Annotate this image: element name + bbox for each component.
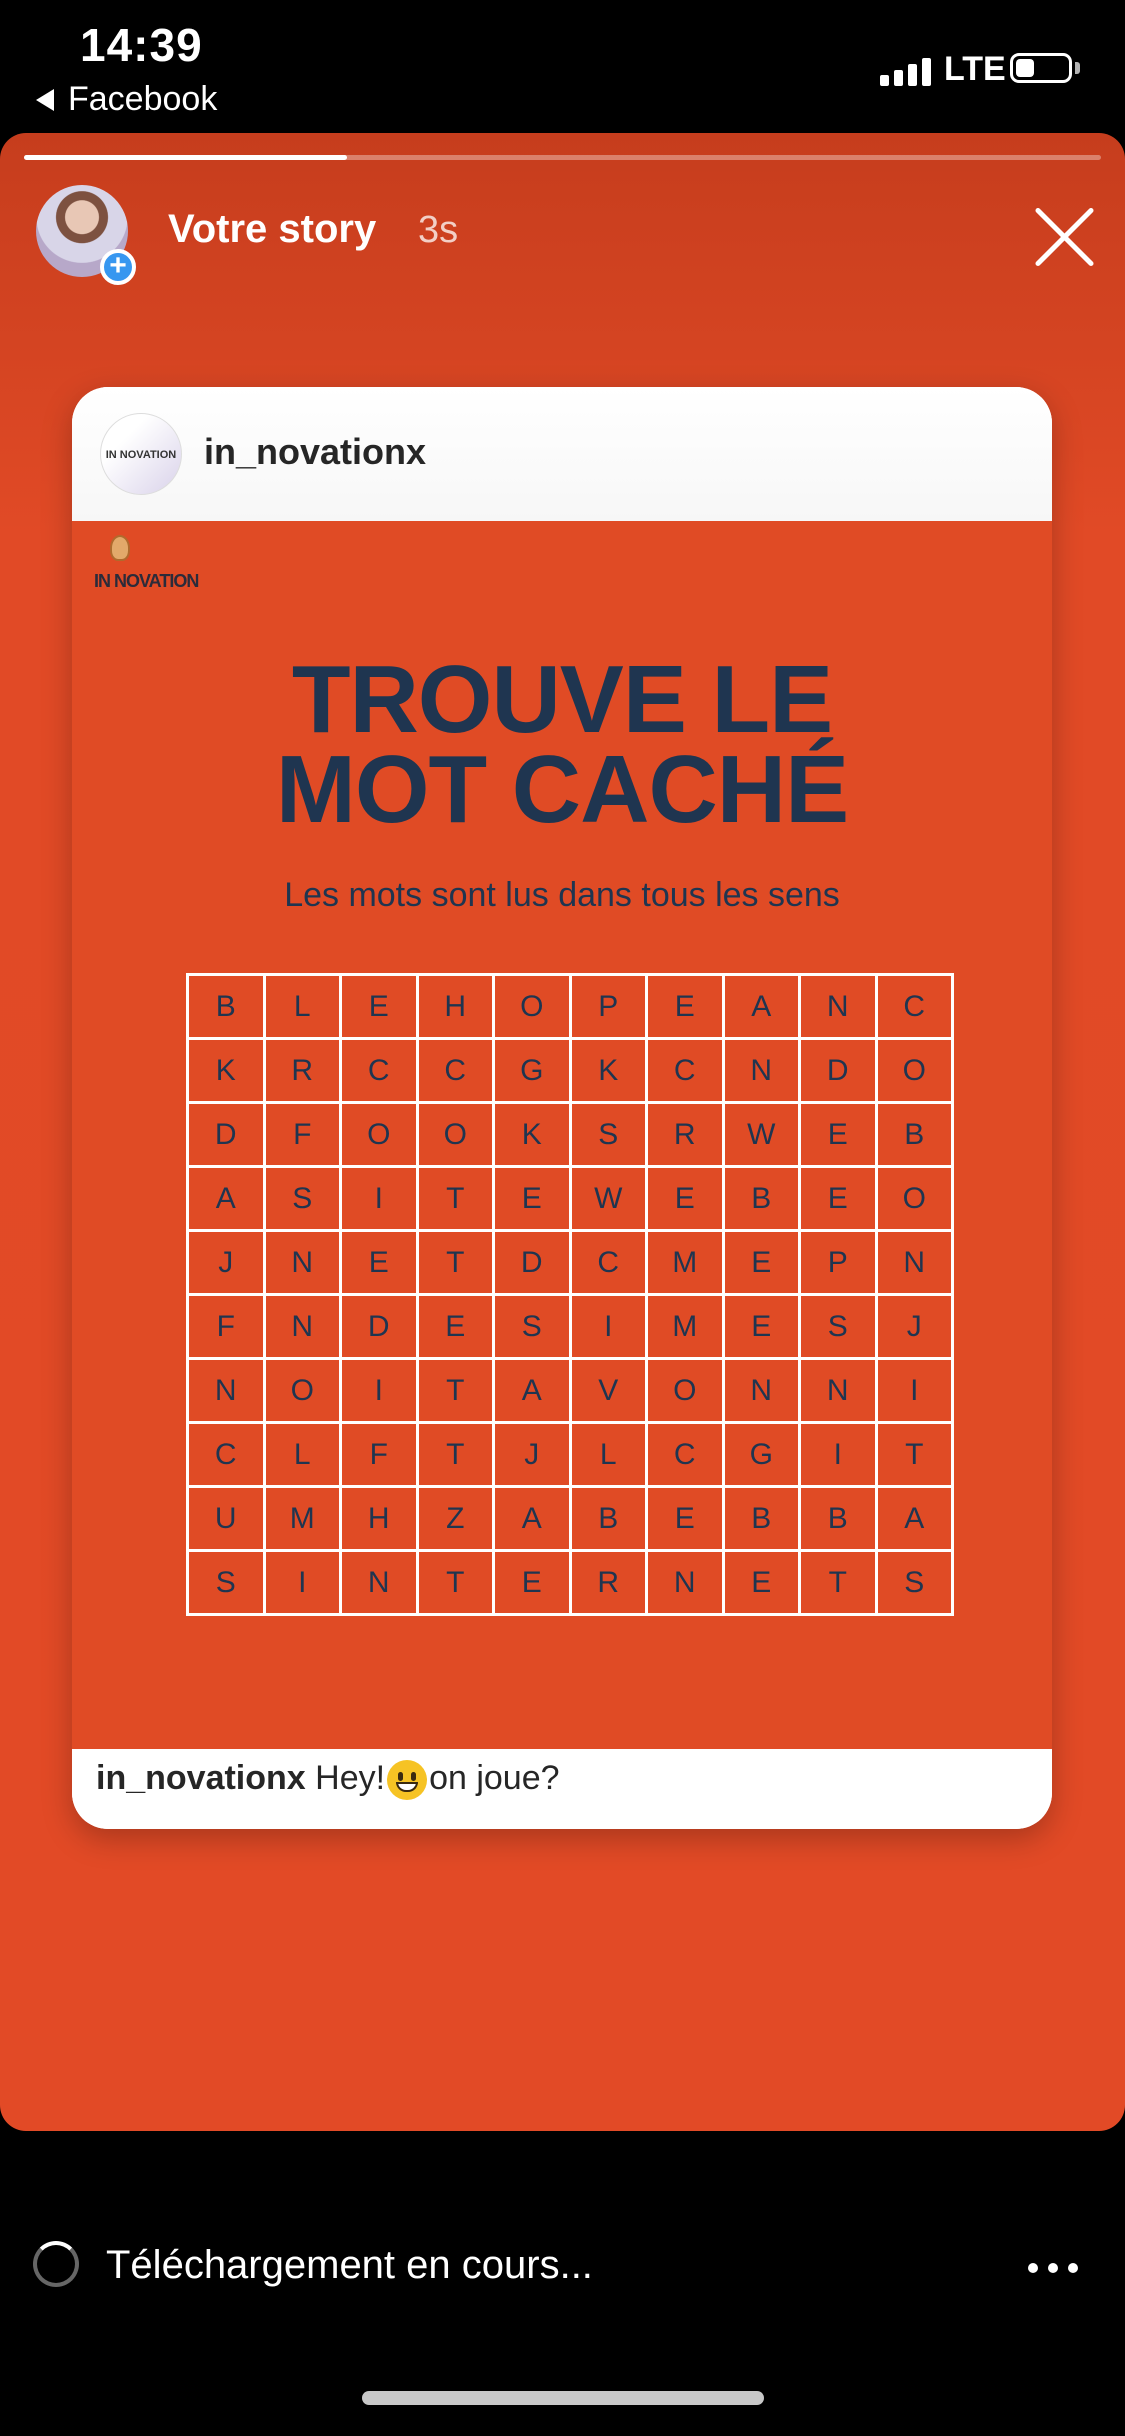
- loading-spinner-icon: [33, 2241, 79, 2287]
- grid-cell: D: [341, 1295, 418, 1359]
- grid-row: [188, 1231, 953, 1295]
- grid-cell: C: [188, 1423, 265, 1487]
- brand-logo: IN NOVATION: [94, 571, 199, 591]
- shared-post-card[interactable]: [72, 387, 1052, 1829]
- grid-cell: S: [570, 1103, 647, 1167]
- grid-cell: C: [876, 975, 953, 1039]
- grid-cell: O: [341, 1103, 418, 1167]
- grid-cell: J: [494, 1423, 571, 1487]
- grid-cell: J: [876, 1295, 953, 1359]
- story-progress-bar: [24, 155, 1101, 160]
- grid-cell: E: [494, 1167, 571, 1231]
- grid-row: [188, 1167, 953, 1231]
- grid-cell: O: [264, 1359, 341, 1423]
- grid-cell: T: [800, 1551, 877, 1615]
- word-search-grid: [186, 973, 954, 1616]
- grid-cell: C: [417, 1039, 494, 1103]
- grid-cell: O: [417, 1103, 494, 1167]
- grid-cell: I: [876, 1359, 953, 1423]
- grid-cell: G: [494, 1039, 571, 1103]
- grid-cell: A: [723, 975, 800, 1039]
- grid-row: [188, 1103, 953, 1167]
- grid-cell: E: [494, 1551, 571, 1615]
- post-title: [72, 646, 1052, 843]
- network-label: LTE: [944, 50, 1006, 88]
- grid-cell: E: [800, 1167, 877, 1231]
- grid-cell: I: [570, 1295, 647, 1359]
- grid-cell: M: [647, 1231, 724, 1295]
- grid-cell: K: [570, 1039, 647, 1103]
- grid-cell: G: [723, 1423, 800, 1487]
- grid-row: [188, 1487, 953, 1551]
- post-image: [72, 521, 1052, 1749]
- grid-cell: A: [876, 1487, 953, 1551]
- status-time: 14:39: [80, 19, 203, 71]
- grid-cell: F: [341, 1423, 418, 1487]
- add-story-plus-icon[interactable]: +: [100, 249, 136, 285]
- grid-cell: A: [494, 1359, 571, 1423]
- grid-cell: C: [570, 1231, 647, 1295]
- status-bar: [0, 0, 1125, 132]
- grid-cell: N: [647, 1551, 724, 1615]
- grid-cell: S: [800, 1295, 877, 1359]
- grid-row: [188, 1551, 953, 1615]
- grid-cell: C: [647, 1423, 724, 1487]
- grid-cell: E: [723, 1231, 800, 1295]
- grid-cell: I: [341, 1167, 418, 1231]
- story-elapsed-time: 3s: [418, 209, 459, 251]
- grid-cell: W: [723, 1103, 800, 1167]
- grid-cell: D: [494, 1231, 571, 1295]
- back-app-label: Facebook: [68, 80, 218, 118]
- grid-cell: N: [264, 1295, 341, 1359]
- home-indicator[interactable]: [362, 2391, 764, 2405]
- caption-text-before: Hey!: [315, 1759, 386, 1797]
- story-user-label[interactable]: Votre story: [168, 207, 377, 251]
- grid-cell: N: [723, 1039, 800, 1103]
- grid-cell: B: [723, 1167, 800, 1231]
- grid-cell: U: [188, 1487, 265, 1551]
- grid-cell: O: [647, 1359, 724, 1423]
- post-title-line2: MOT CACHÉ: [275, 736, 849, 843]
- grid-cell: E: [723, 1551, 800, 1615]
- grid-cell: B: [800, 1487, 877, 1551]
- grid-cell: B: [188, 975, 265, 1039]
- grid-cell: C: [341, 1039, 418, 1103]
- grid-cell: M: [264, 1487, 341, 1551]
- grid-cell: B: [723, 1487, 800, 1551]
- grid-cell: O: [876, 1167, 953, 1231]
- grid-cell: A: [494, 1487, 571, 1551]
- battery-icon: [1010, 53, 1072, 83]
- close-icon[interactable]: [1030, 203, 1098, 271]
- grid-cell: M: [647, 1295, 724, 1359]
- grid-cell: E: [800, 1103, 877, 1167]
- grid-cell: L: [264, 975, 341, 1039]
- grid-cell: F: [188, 1295, 265, 1359]
- grid-cell: S: [264, 1167, 341, 1231]
- grid-cell: S: [876, 1551, 953, 1615]
- grid-cell: K: [188, 1039, 265, 1103]
- story-progress-fill: [24, 155, 347, 160]
- grid-cell: A: [188, 1167, 265, 1231]
- grid-cell: H: [417, 975, 494, 1039]
- lightbulb-icon: [110, 535, 130, 561]
- grid-cell: E: [647, 1487, 724, 1551]
- grid-cell: S: [494, 1295, 571, 1359]
- grinning-face-emoji-icon: [387, 1760, 427, 1800]
- grid-cell: J: [188, 1231, 265, 1295]
- grid-cell: V: [570, 1359, 647, 1423]
- grid-cell: N: [341, 1551, 418, 1615]
- grid-cell: P: [800, 1231, 877, 1295]
- grid-cell: E: [341, 975, 418, 1039]
- caption-text-after: on joue?: [429, 1759, 560, 1797]
- grid-row: [188, 1039, 953, 1103]
- grid-cell: P: [570, 975, 647, 1039]
- grid-cell: T: [876, 1423, 953, 1487]
- post-username[interactable]: in_novationx: [204, 431, 427, 472]
- post-caption: [72, 1749, 1052, 1829]
- grid-cell: H: [341, 1487, 418, 1551]
- grid-cell: N: [723, 1359, 800, 1423]
- grid-row: [188, 975, 953, 1039]
- caption-username[interactable]: in_novationx: [96, 1759, 306, 1797]
- grid-cell: R: [570, 1551, 647, 1615]
- grid-cell: I: [264, 1551, 341, 1615]
- grid-cell: B: [570, 1487, 647, 1551]
- grid-cell: O: [494, 975, 571, 1039]
- grid-row: [188, 1295, 953, 1359]
- grid-cell: N: [188, 1359, 265, 1423]
- post-avatar[interactable]: IN NOVATION: [100, 413, 182, 495]
- grid-cell: I: [800, 1423, 877, 1487]
- grid-cell: N: [800, 1359, 877, 1423]
- grid-cell: E: [417, 1295, 494, 1359]
- grid-row: [188, 1359, 953, 1423]
- grid-cell: T: [417, 1167, 494, 1231]
- caption-text: [96, 1759, 560, 1800]
- back-triangle-icon: [36, 89, 54, 111]
- grid-cell: T: [417, 1231, 494, 1295]
- post-header: [72, 387, 1052, 521]
- grid-row: [188, 1423, 953, 1487]
- signal-icon: [880, 56, 931, 86]
- grid-cell: E: [647, 1167, 724, 1231]
- grid-cell: O: [876, 1039, 953, 1103]
- grid-cell: I: [341, 1359, 418, 1423]
- grid-cell: D: [800, 1039, 877, 1103]
- battery-cap: [1075, 62, 1080, 74]
- ellipsis-icon[interactable]: [1028, 2263, 1078, 2275]
- grid-cell: T: [417, 1359, 494, 1423]
- grid-cell: E: [647, 975, 724, 1039]
- grid-cell: E: [341, 1231, 418, 1295]
- grid-cell: W: [570, 1167, 647, 1231]
- grid-cell: R: [647, 1103, 724, 1167]
- grid-cell: N: [800, 975, 877, 1039]
- back-to-app-link[interactable]: [36, 80, 217, 119]
- grid-cell: B: [876, 1103, 953, 1167]
- grid-cell: K: [494, 1103, 571, 1167]
- grid-cell: L: [570, 1423, 647, 1487]
- grid-cell: C: [647, 1039, 724, 1103]
- grid-cell: N: [876, 1231, 953, 1295]
- grid-cell: T: [417, 1423, 494, 1487]
- story-viewer[interactable]: [0, 133, 1125, 2131]
- upload-status: Téléchargement en cours...: [106, 2243, 593, 2287]
- grid-cell: Z: [417, 1487, 494, 1551]
- post-subtitle: Les mots sont lus dans tous les sens: [284, 876, 840, 914]
- grid-cell: S: [188, 1551, 265, 1615]
- grid-cell: T: [417, 1551, 494, 1615]
- grid-cell: L: [264, 1423, 341, 1487]
- grid-cell: E: [723, 1295, 800, 1359]
- grid-cell: D: [188, 1103, 265, 1167]
- grid-cell: F: [264, 1103, 341, 1167]
- grid-cell: R: [264, 1039, 341, 1103]
- grid-cell: N: [264, 1231, 341, 1295]
- post-title-line1: TROUVE LE: [291, 646, 833, 753]
